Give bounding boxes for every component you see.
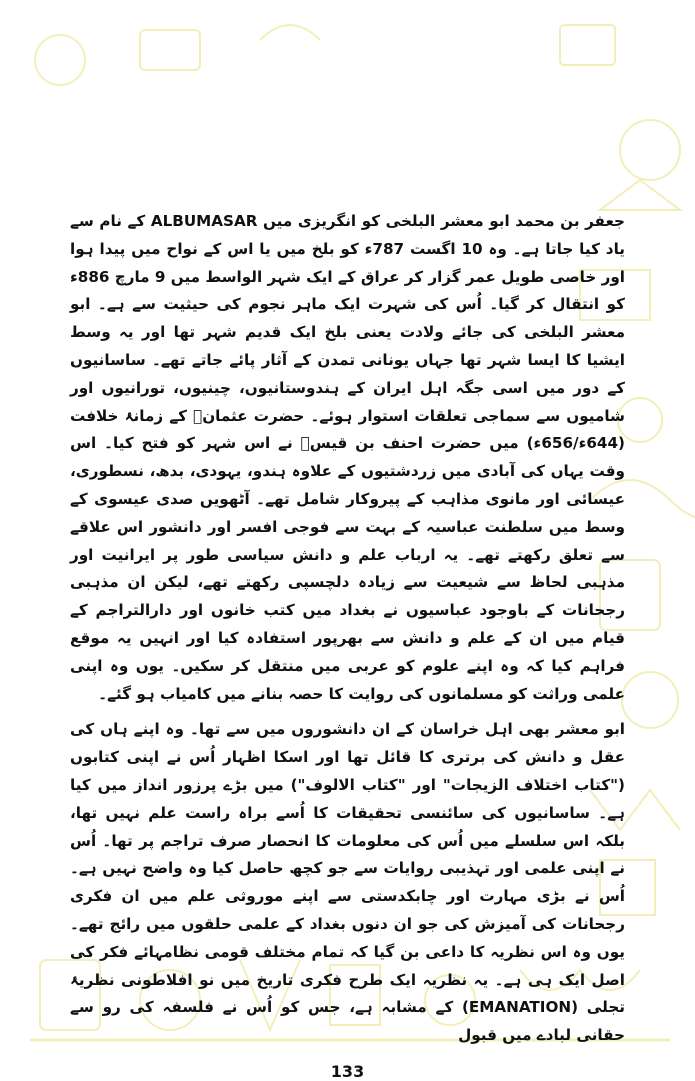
main-text (70, 208, 625, 1050)
paragraph-1: جعفر بن محمد ابو معشر البلخی کو انگریزی میں ALBUMASAR کے نام سے یاد کیا جاتا ہے۔ وہ 10 اگست 787ء کو بلخ میں یا اس کے نواح میں پیدا ہوا اور خاصی طویل عمر گزار کر عراق کے ایک شہر الواسط میں 9 مارچ 886ء کو انتقال کر گیا۔ اُس کی شہرت ایک ماہر نجوم کی حیثیت سے ہے۔ ابو معشر البلخی کی جائے ولادت یعنی بلخ ایک قدیم شہر تھا اور یہ وسط ایشیا کا ایسا شہر تھا جہاں یونانی تمدن کے آثار پائے جاتے تھے۔ ساسانیوں کے دور میں اسی جگہ اہل ایران کے ہندوستانیوں، چینیوں، تورانیوں اور شامیوں سے سماجی تعلقات استوار ہوئے۔ حضرت عثمانؓ کے زمانۂ خلافت (644ء/656ء) میں حضرت احنف بن قیسؓ نے اس شہر کو فتح کیا۔ اس وقت یہاں کی آبادی میں زردشتیوں کے علاوہ ہندو، یہودی، بدھ، نسطوری، عیسائی اور مانوی مذاہب کے پیروکار شامل تھے۔ آٹھویں صدی عیسوی کے وسط میں سلطنت عباسیہ کے بہت سے فوجی افسر اور دانشور اس علاقے سے تعلق رکھتے تھے۔ یہ ارباب علم و دانش سیاسی طور پر ایرانیت اور مذہبی لحاظ سے شیعیت سے زیادہ دلچسپی رکھتے تھے، لیکن ان مذہبی رجحانات کے باوجود عباسیوں نے بغداد میں کتب خانوں اور دارالتراجم کے قیام میں ان کے علم و دانش سے بھرپور استفادہ کیا اور انہیں یہ موقع فراہم کیا کہ وہ اپنے علوم کو عربی میں منتقل کر سکیں۔ یوں وہ اپنی علمی وراثت کو مسلمانوں کی روایت کا حصہ بنانے میں کامیاب ہو گئے۔ (70, 212, 626, 703)
paragraph-2: ابو معشر بھی اہل خراسان کے ان دانشوروں میں سے تھا۔ وہ اپنے ہاں کی عقل و دانش کی برتری کا قائل تھا اور اسکا اظہار اُس نے اپنی کتابوں ("کتاب اختلاف الزیجات" اور "کتاب الالوف") میں بڑے پرزور انداز میں کیا ہے۔ ساسانیوں کی سائنسی تحقیقات کا اُسے براہ راست علم نہیں تھا، بلکہ اس سلسلے میں اُس کی معلومات کا انحصار صرف تراجم پر تھا۔ اُس نے اپنی علمی اور تہذیبی روایات سے جو کچھ حاصل کیا وہ واضح نہیں ہے۔ اُس نے بڑی مہارت اور چابکدستی سے اپنے موروثی علم میں ان فکری رجحانات کی آمیزش کی جو ان دنوں بغداد کے علمی حلقوں میں رائج تھے۔ یوں وہ اس نظریہ کا داعی بن گیا کہ تمام مختلف قومی نظامہائے فکر کی اصل ایک ہی ہے۔ یہ نظریہ ایک طرح فکری تاریخ میں نو افلاطونی نظریۂ تجلی (EMANATION) کے مشابہ ہے، جس کو اُس نے فلسفہ کی رو سے حقانی لبادے میں قبول (70, 720, 625, 1045)
page-number: 133 (330, 1062, 365, 1081)
